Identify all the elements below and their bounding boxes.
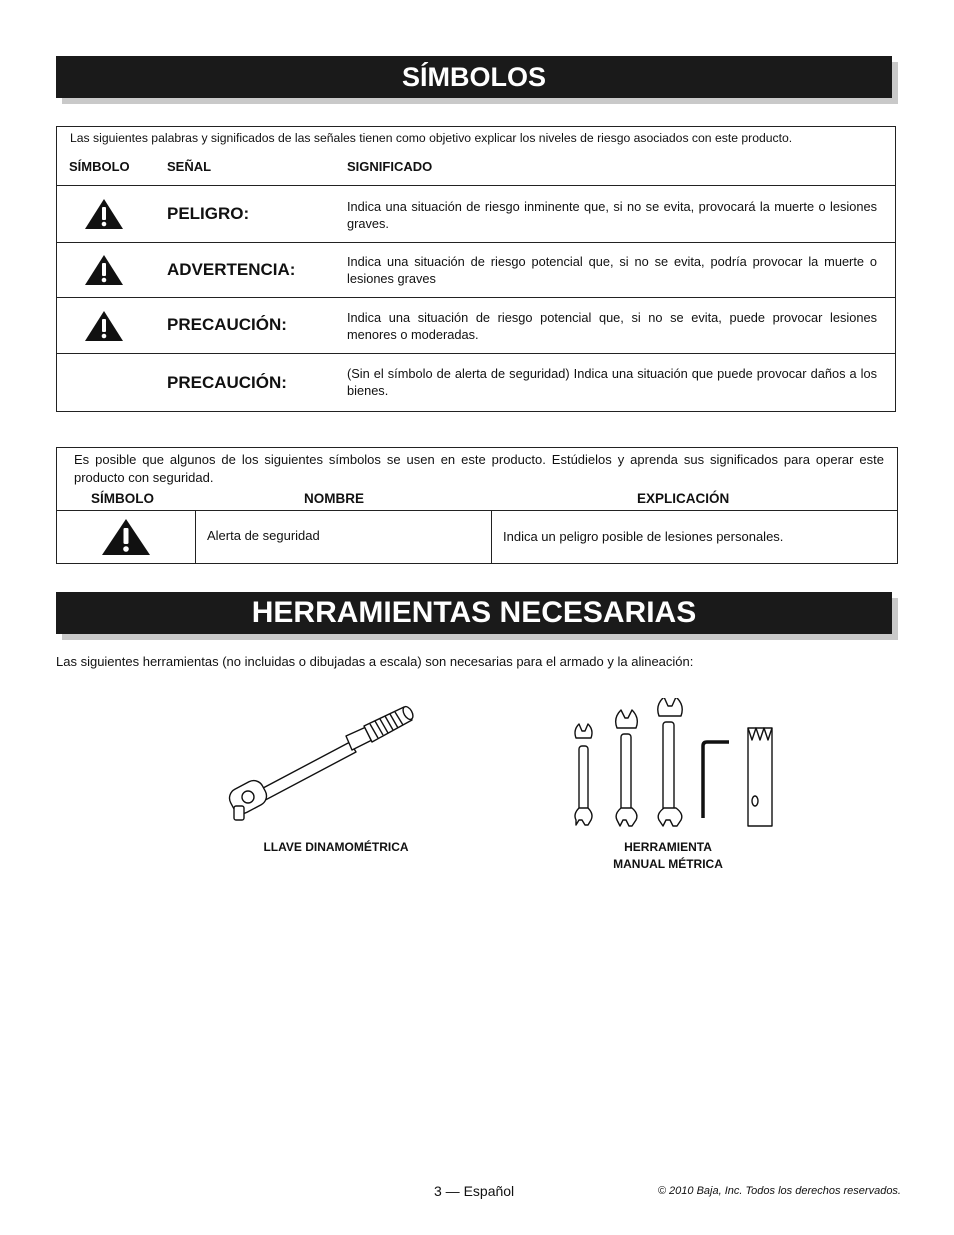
symbol-name: Alerta de seguridad bbox=[207, 528, 320, 543]
header-signal: SEÑAL bbox=[167, 159, 212, 174]
signal-words-table bbox=[56, 126, 896, 412]
warning-triangle-icon bbox=[84, 310, 124, 342]
header-name: NOMBRE bbox=[304, 491, 364, 506]
torque-wrench-icon bbox=[220, 700, 420, 825]
product-symbols-table bbox=[56, 447, 898, 564]
signal-meaning: Indica una situación de riesgo inminente que, si no se evita, provocará la muerte o lesiones graves. bbox=[347, 199, 877, 231]
tool-label-line: MANUAL MÉTRICA bbox=[613, 857, 723, 871]
warning-triangle-icon bbox=[84, 254, 124, 286]
tool-label-line: HERRAMIENTA bbox=[624, 840, 712, 854]
warning-triangle-icon bbox=[101, 518, 151, 556]
signal-words-intro: Las siguientes palabras y significados de las señales tienen como objetivo explicar los niveles de riesgo asociados con este producto. bbox=[70, 131, 793, 145]
tool-label-torque-wrench: LLAVE DINAMOMÉTRICA bbox=[263, 840, 409, 854]
header-meaning: SIGNIFICADO bbox=[347, 159, 433, 174]
signal-meaning: Indica una situación de riesgo potencial que, si no se evita, puede provocar lesiones menores o moderadas. bbox=[347, 310, 877, 342]
signal-word: ADVERTENCIA: bbox=[167, 260, 296, 279]
tool-label-metric-tools bbox=[568, 839, 768, 873]
signal-meaning: Indica una situación de riesgo potencial que, si no se evita, podría provocar la muerte o lesiones graves bbox=[347, 254, 877, 286]
signal-word: PELIGRO: bbox=[167, 204, 250, 223]
warning-triangle-icon bbox=[84, 198, 124, 230]
signal-row-danger bbox=[57, 185, 895, 242]
signal-word: PRECAUCIÓN: bbox=[167, 373, 287, 392]
symbol-explanation: Indica un peligro posible de lesiones personales. bbox=[503, 529, 784, 544]
product-symbol-row bbox=[57, 510, 897, 563]
copyright: © 2010 Baja, Inc. Todos los derechos reservados. bbox=[657, 1185, 901, 1197]
signal-row-caution-property bbox=[57, 353, 895, 411]
header-symbol: SÍMBOLO bbox=[91, 491, 154, 506]
header-symbol: SÍMBOLO bbox=[69, 159, 130, 174]
symbols-title: SÍMBOLOS bbox=[56, 56, 892, 98]
signal-meaning: (Sin el símbolo de alerta de seguridad) Indica una situación que puede provocar daños a los bienes. bbox=[347, 366, 877, 398]
metric-hand-tools-icon bbox=[570, 698, 780, 830]
tools-intro: Las siguientes herramientas (no incluidas o dibujadas a escala) son necesarias para el armado y la alineación: bbox=[56, 654, 694, 669]
column-divider bbox=[195, 511, 196, 563]
signal-row-warning bbox=[57, 242, 895, 297]
signal-row-caution bbox=[57, 297, 895, 353]
product-symbols-intro: Es posible que algunos de los siguientes símbolos se usen en este producto. Estúdielos y aprenda sus significados para operar este producto con seguridad. bbox=[74, 452, 884, 485]
page-number: 3 — Español bbox=[434, 1183, 515, 1199]
tools-title: HERRAMIENTAS NECESARIAS bbox=[56, 592, 892, 634]
column-divider bbox=[491, 511, 492, 563]
signal-word: PRECAUCIÓN: bbox=[167, 315, 287, 334]
header-explanation: EXPLICACIÓN bbox=[637, 491, 730, 506]
